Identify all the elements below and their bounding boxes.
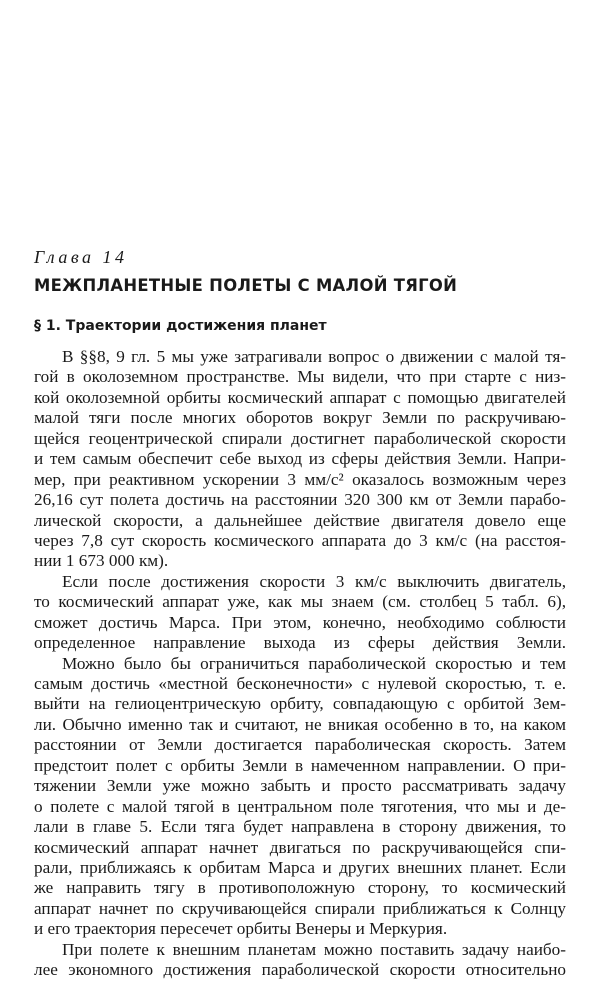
text-line: лали в главе 5. Если тяга будет направлена в сторону движения, то (34, 817, 566, 837)
text-line: и тем самым обеспечит себе выход из сферы действия Земли. Напри- (34, 449, 566, 469)
text-line: щейся геоцентрической спирали достигнет параболической скорости (34, 428, 566, 448)
text-line: Можно было бы ограничиться параболической скоростью и тем (62, 653, 566, 673)
text-line: лической скорости, а дальнейшее действие двигателя довело еще (34, 510, 566, 530)
text-line: сможет достичь Марса. При этом, конечно, необходимо соблюсти (34, 612, 566, 632)
section-title: § 1. Траектории достижения планет (34, 318, 327, 334)
text-line: через 7,8 сут скорость космического аппарата до 3 км/с (на расстоя- (34, 530, 566, 550)
text-line: тяжении Земли уже можно забыть и просто рассматривать задачу (34, 776, 566, 796)
text-line: кой околоземной орбиты космический аппарат с помощью двигателей (34, 387, 566, 407)
text-line: аппарат начнет по скручивающейся спирали приближаться к Солнцу (34, 898, 566, 918)
text-line: ли. Обычно именно так и считают, не вникая особенно в то, на каком (34, 714, 566, 734)
text-line: лее экономного достижения параболической скорости относительно (34, 960, 566, 980)
text-line: малой тяги после многих оборотов вокруг Земли по раскручиваю- (34, 408, 566, 428)
chapter-label: Глава 14 (34, 247, 128, 267)
text-line: же направить тягу в противоположную сторону, то космический (34, 878, 566, 898)
text-line: мер, при реактивном ускорении 3 мм/с² оказалось возможным через (34, 469, 566, 489)
text-line: 26,16 сут полета достичь на расстоянии 320 300 км от Земли парабо- (34, 490, 566, 510)
text-line: то космический аппарат уже, как мы знаем (см. столбец 5 табл. 6), (34, 592, 566, 612)
text-line: Если после достижения скорости 3 км/с выключить двигатель, (62, 571, 566, 591)
chapter-title: МЕЖПЛАНЕТНЫЕ ПОЛЕТЫ С МАЛОЙ ТЯГОЙ (34, 276, 458, 295)
text-line: нии 1 673 000 км). (34, 551, 169, 571)
text-line: определенное направление выхода из сферы действия Земли. (34, 633, 566, 653)
text-line: расстоянии от Земли достигается параболическая скорость. Затем (34, 735, 566, 755)
text-line: рали, приближаясь к орбитам Марса и других внешних планет. Если (34, 857, 566, 877)
text-line: предстоит полет с орбиты Земли в намеченном направлении. О при- (34, 755, 566, 775)
text-line: о полете с малой тягой в центральном поле тяготения, что мы и де- (34, 796, 566, 816)
text-line: В §§8, 9 гл. 5 мы уже затрагивали вопрос о движении с малой тя- (62, 347, 566, 366)
text-line: выйти на гелиоцентрическую орбиту, совпадающую с орбитой Зем- (34, 694, 566, 714)
text-line: гой в околоземном пространстве. Мы видели, что при старте с низ- (34, 367, 566, 387)
text-line: самым достичь «местной бесконечности» с нулевой скоростью, т. е. (34, 674, 566, 693)
text-line: космический аппарат начнет двигаться по раскручивающейся спи- (34, 837, 566, 857)
body-text (34, 347, 566, 981)
text-line: и его траектория пересечет орбиты Венеры и Меркурия. (34, 919, 448, 939)
text-line: При полете к внешним планетам можно поставить задачу наибо- (62, 939, 566, 959)
